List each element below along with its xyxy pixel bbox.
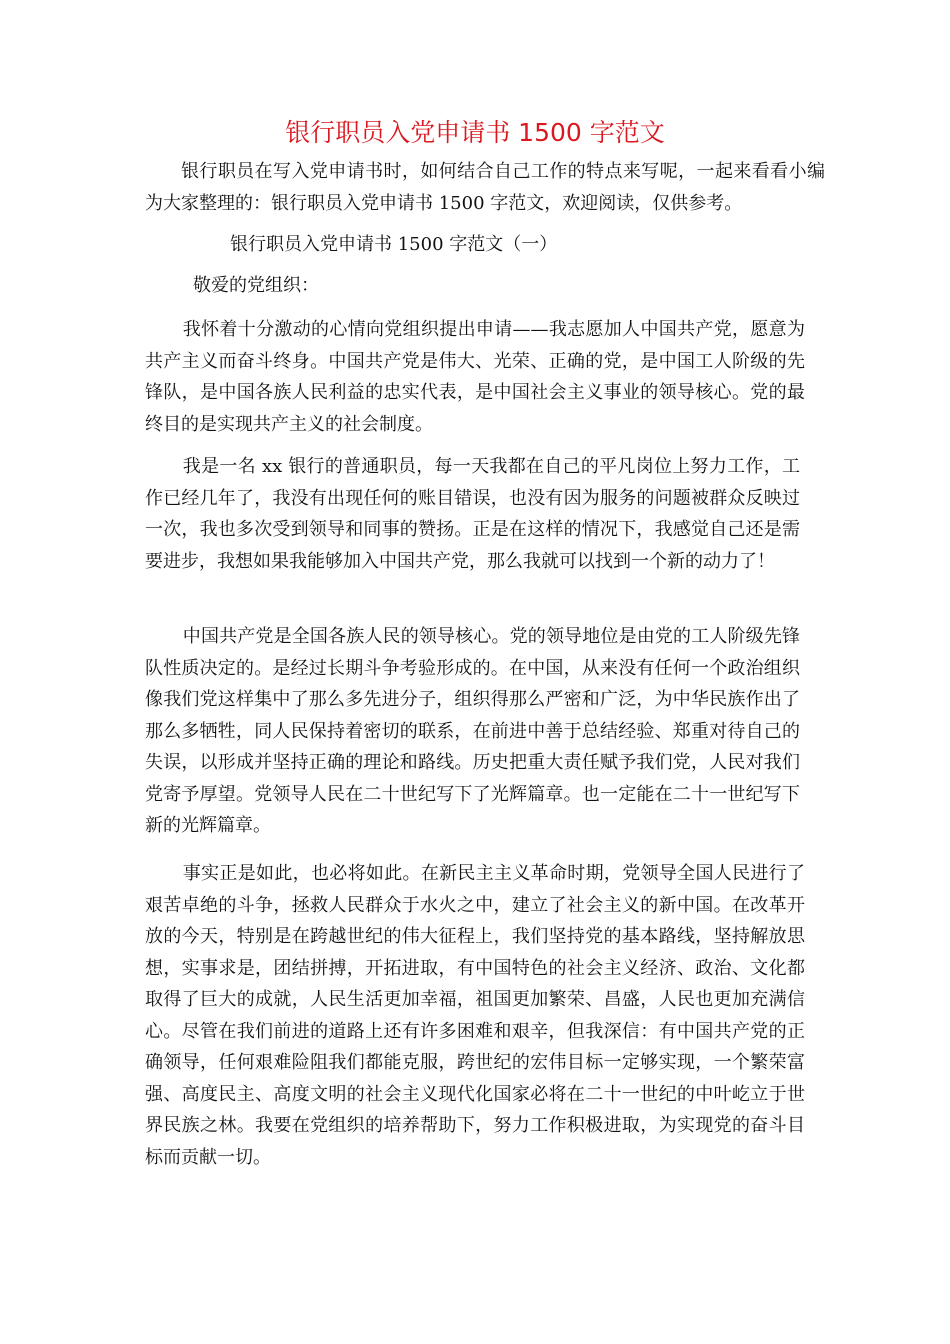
body-paragraph-4: 事实正是如此，也必将如此。在新民主主义革命时期，党领导全国人民进行了艰苦卓绝的斗争，拯救人民群众于水火之中，建立了社会主义的新中国。在改革开放的今天，特别是在跨越世纪的伟大征程上，我们坚持党的基本路线，坚持解放思想，实事求是，团结拼搏，开拓进取，有中国特色的社会主义经济、政治、文化都取得了巨大的成就，人民生活更加幸福，祖国更加繁荣、昌盛，人民也更加充满信心。尽管在我们前进的道路上还有许多困难和艰辛，但我深信：有中国共产党的正确领导，任何艰难险阻我们都能克服，跨世纪的宏伟目标一定够实现，一个繁荣富强、高度民主、高度文明的社会主义现代化国家必将在二十一世纪的中叶屹立于世界民族之林。我要在党组织的培养帮助下，努力工作积极进取，为实现党的奋斗目标而贡献一切。 [145,863,805,1168]
body-paragraph-2: 我是一名 xx 银行的普通职员，每一天我都在自己的平凡岗位上努力工作，工作已经几年了，我没有出现任何的账目错误，也没有因为服务的问题被群众反映过一次，我也多次受到领导和同事的赞扬。正是在这样的情况下，我感觉自己还是需要进步，我想如果我能够加入中国共产党，那么我就可以找到一个新的动力了！ [145,456,800,572]
salutation: 敬爱的党组织： [193,275,319,296]
document-title: 银行职员入党申请书 1500 字范文 [285,118,665,147]
body-paragraph-3: 中国共产党是全国各族人民的领导核心。党的领导地位是由党的工人阶级先锋队性质决定的。是经过长期斗争考验形成的。在中国，从来没有任何一个政治组织像我们党这样集中了那么多先进分子，组织得那么严密和广泛，为中华民族作出了那么多牺牲，同人民保持着密切的联系，在前进中善于总结经验、郑重对待自己的失误，以形成并坚持正确的理论和路线。历史把重大责任赋予我们党，人民对我们党寄予厚望。党领导人民在二十世纪写下了光辉篇章。也一定能在二十一世纪写下新的光辉篇章。 [145,626,800,836]
body-paragraph-1: 我怀着十分激动的心情向党组织提出申请——我志愿加人中国共产党，愿意为共产主义而奋斗终身。中国共产党是伟大、光荣、正确的党，是中国工人阶级的先锋队，是中国各族人民利益的忠实代表，是中国社会主义事业的领导核心。党的最终目的是实现共产主义的社会制度。 [145,319,805,435]
section-subtitle: 银行职员入党申请书 1500 字范文（一） [230,234,558,255]
intro-paragraph: 银行职员在写入党申请书时，如何结合自己工作的特点来写呢，一起来看看小编为大家整理的：银行职员入党申请书 1500 字范文，欢迎阅读，仅供参考。 [145,161,825,214]
